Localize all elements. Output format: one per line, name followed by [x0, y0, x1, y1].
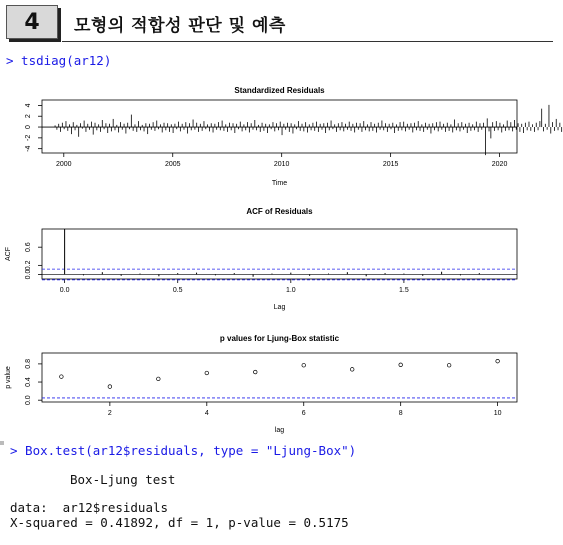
- y-tick-label-1: -4: [25, 145, 32, 152]
- p-value-point: [350, 368, 354, 372]
- x-axis-label-2: Lag: [273, 304, 286, 311]
- y-tick-label-1: 2: [25, 114, 32, 119]
- x-tick-label-3: 10: [493, 410, 502, 417]
- x-tick-label-3: 6: [301, 410, 306, 417]
- y-tick-label-2: 0.2: [25, 260, 32, 271]
- p-value-point: [399, 363, 403, 367]
- p-value-point: [496, 359, 500, 363]
- console-command-tsdiag: > tsdiag(ar12): [6, 53, 112, 68]
- chart-title-2: ACF of Residuals: [246, 207, 313, 216]
- x-axis-label-3: lag: [274, 427, 285, 434]
- y-tick-label-3: 0.0: [25, 395, 32, 406]
- console-gutter-mark: [0, 441, 4, 445]
- p-value-point: [157, 377, 161, 381]
- y-axis-label-3: p value: [5, 366, 12, 389]
- x-tick-label-1: 2005: [164, 161, 181, 168]
- x-tick-label-3: 4: [204, 410, 209, 417]
- p-value-point: [60, 375, 64, 379]
- section-number-badge: 4: [6, 5, 58, 39]
- x-tick-label-1: 2020: [491, 161, 508, 168]
- y-tick-label-1: -2: [25, 134, 32, 141]
- test-result-output: X-squared = 0.41892, df = 1, p-value = 0.5175: [10, 515, 349, 530]
- x-tick-label-2: 0.0: [59, 287, 70, 294]
- y-tick-label-3: 0.4: [25, 377, 32, 387]
- y-tick-label-1: 4: [25, 103, 32, 108]
- p-value-point: [447, 363, 451, 367]
- y-tick-label-2: 0.0: [25, 269, 32, 280]
- y-tick-label-2: 0.6: [25, 242, 32, 253]
- x-tick-label-2: 1.0: [285, 287, 296, 294]
- p-value-point: [302, 363, 306, 367]
- chart-title-3: p values for Ljung-Box statistic: [219, 334, 340, 343]
- plot-frame-3: [42, 353, 517, 402]
- x-axis-label-1: Time: [271, 180, 288, 187]
- x-tick-label-1: 2010: [273, 161, 290, 168]
- plot-frame-2: [42, 229, 517, 279]
- console-command-box-test: > Box.test(ar12$residuals, type = "Ljung-Box"): [10, 443, 357, 458]
- y-tick-label-3: 0.8: [25, 359, 32, 369]
- y-axis-label-2: ACF: [5, 247, 12, 261]
- test-name-output: Box-Ljung test: [70, 472, 176, 487]
- chart-title-1: Standardized Residuals: [234, 86, 325, 95]
- x-tick-label-2: 0.5: [172, 287, 183, 294]
- x-tick-label-3: 8: [398, 410, 403, 417]
- x-tick-label-1: 2015: [382, 161, 399, 168]
- y-tick-label-1: 0: [25, 125, 32, 129]
- x-tick-label-1: 2000: [55, 161, 72, 168]
- p-value-point: [253, 370, 257, 374]
- x-tick-label-3: 2: [107, 410, 112, 417]
- p-value-point: [205, 371, 209, 375]
- x-tick-label-2: 1.5: [399, 287, 409, 294]
- test-data-output: data: ar12$residuals: [10, 500, 169, 515]
- section-title: 모형의 적합성 판단 및 예측: [74, 16, 286, 36]
- p-value-point: [108, 385, 112, 389]
